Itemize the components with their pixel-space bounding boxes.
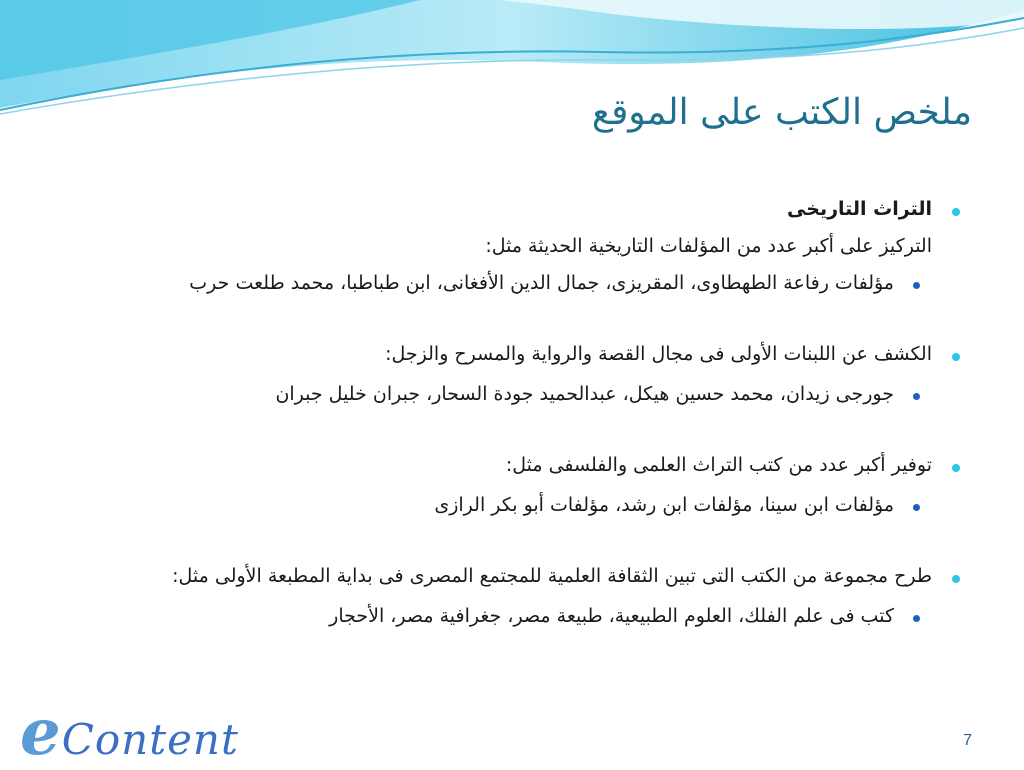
slide-title: ملخص الكتب على الموقع [591,92,972,133]
sub-bullet-icon [913,504,920,511]
section-heading-4: طرح مجموعة من الكتب التى تبين الثقافة العلمية للمجتمع المصرى فى بداية المطبعة الأولى مثل: [172,565,932,587]
bullet-icon [952,208,960,216]
econtent-logo [20,695,239,770]
section-sub-3: مؤلفات ابن سينا، مؤلفات ابن رشد، مؤلفات أبو بكر الرازى [434,494,894,516]
bullet-icon [952,575,960,583]
section-heading-3: توفير أكبر عدد من كتب التراث العلمى والفلسفى مثل: [505,454,932,476]
bullet-icon [952,353,960,361]
sub-bullet-icon [913,282,920,289]
section-intro-1: التركيز على أكبر عدد من المؤلفات التاريخية الحديثة مثل: [485,235,932,257]
sub-bullet-icon [913,393,920,400]
section-heading-2: الكشف عن اللبنات الأولى فى مجال القصة والرواية والمسرح والزجل: [385,343,932,365]
logo-text: Content [61,715,239,764]
bullet-icon [952,464,960,472]
section-sub-4: كتب فى علم الفلك، العلوم الطبيعية، طبيعة مصر، جغرافية مصر، الأحجار [329,605,894,627]
section-sub-1: مؤلفات رفاعة الطهطاوى، المقريزى، جمال الدين الأفغانى، ابن طباطبا، محمد طلعت حرب [189,272,894,294]
logo-initial: e [20,695,62,770]
section-heading-1: التراث التاريخى [787,198,932,220]
page-number: 7 [963,732,972,749]
section-sub-2: جورجى زيدان، محمد حسين هيكل، عبدالحميد جودة السحار، جبران خليل جبران [275,383,894,405]
sub-bullet-icon [913,615,920,622]
